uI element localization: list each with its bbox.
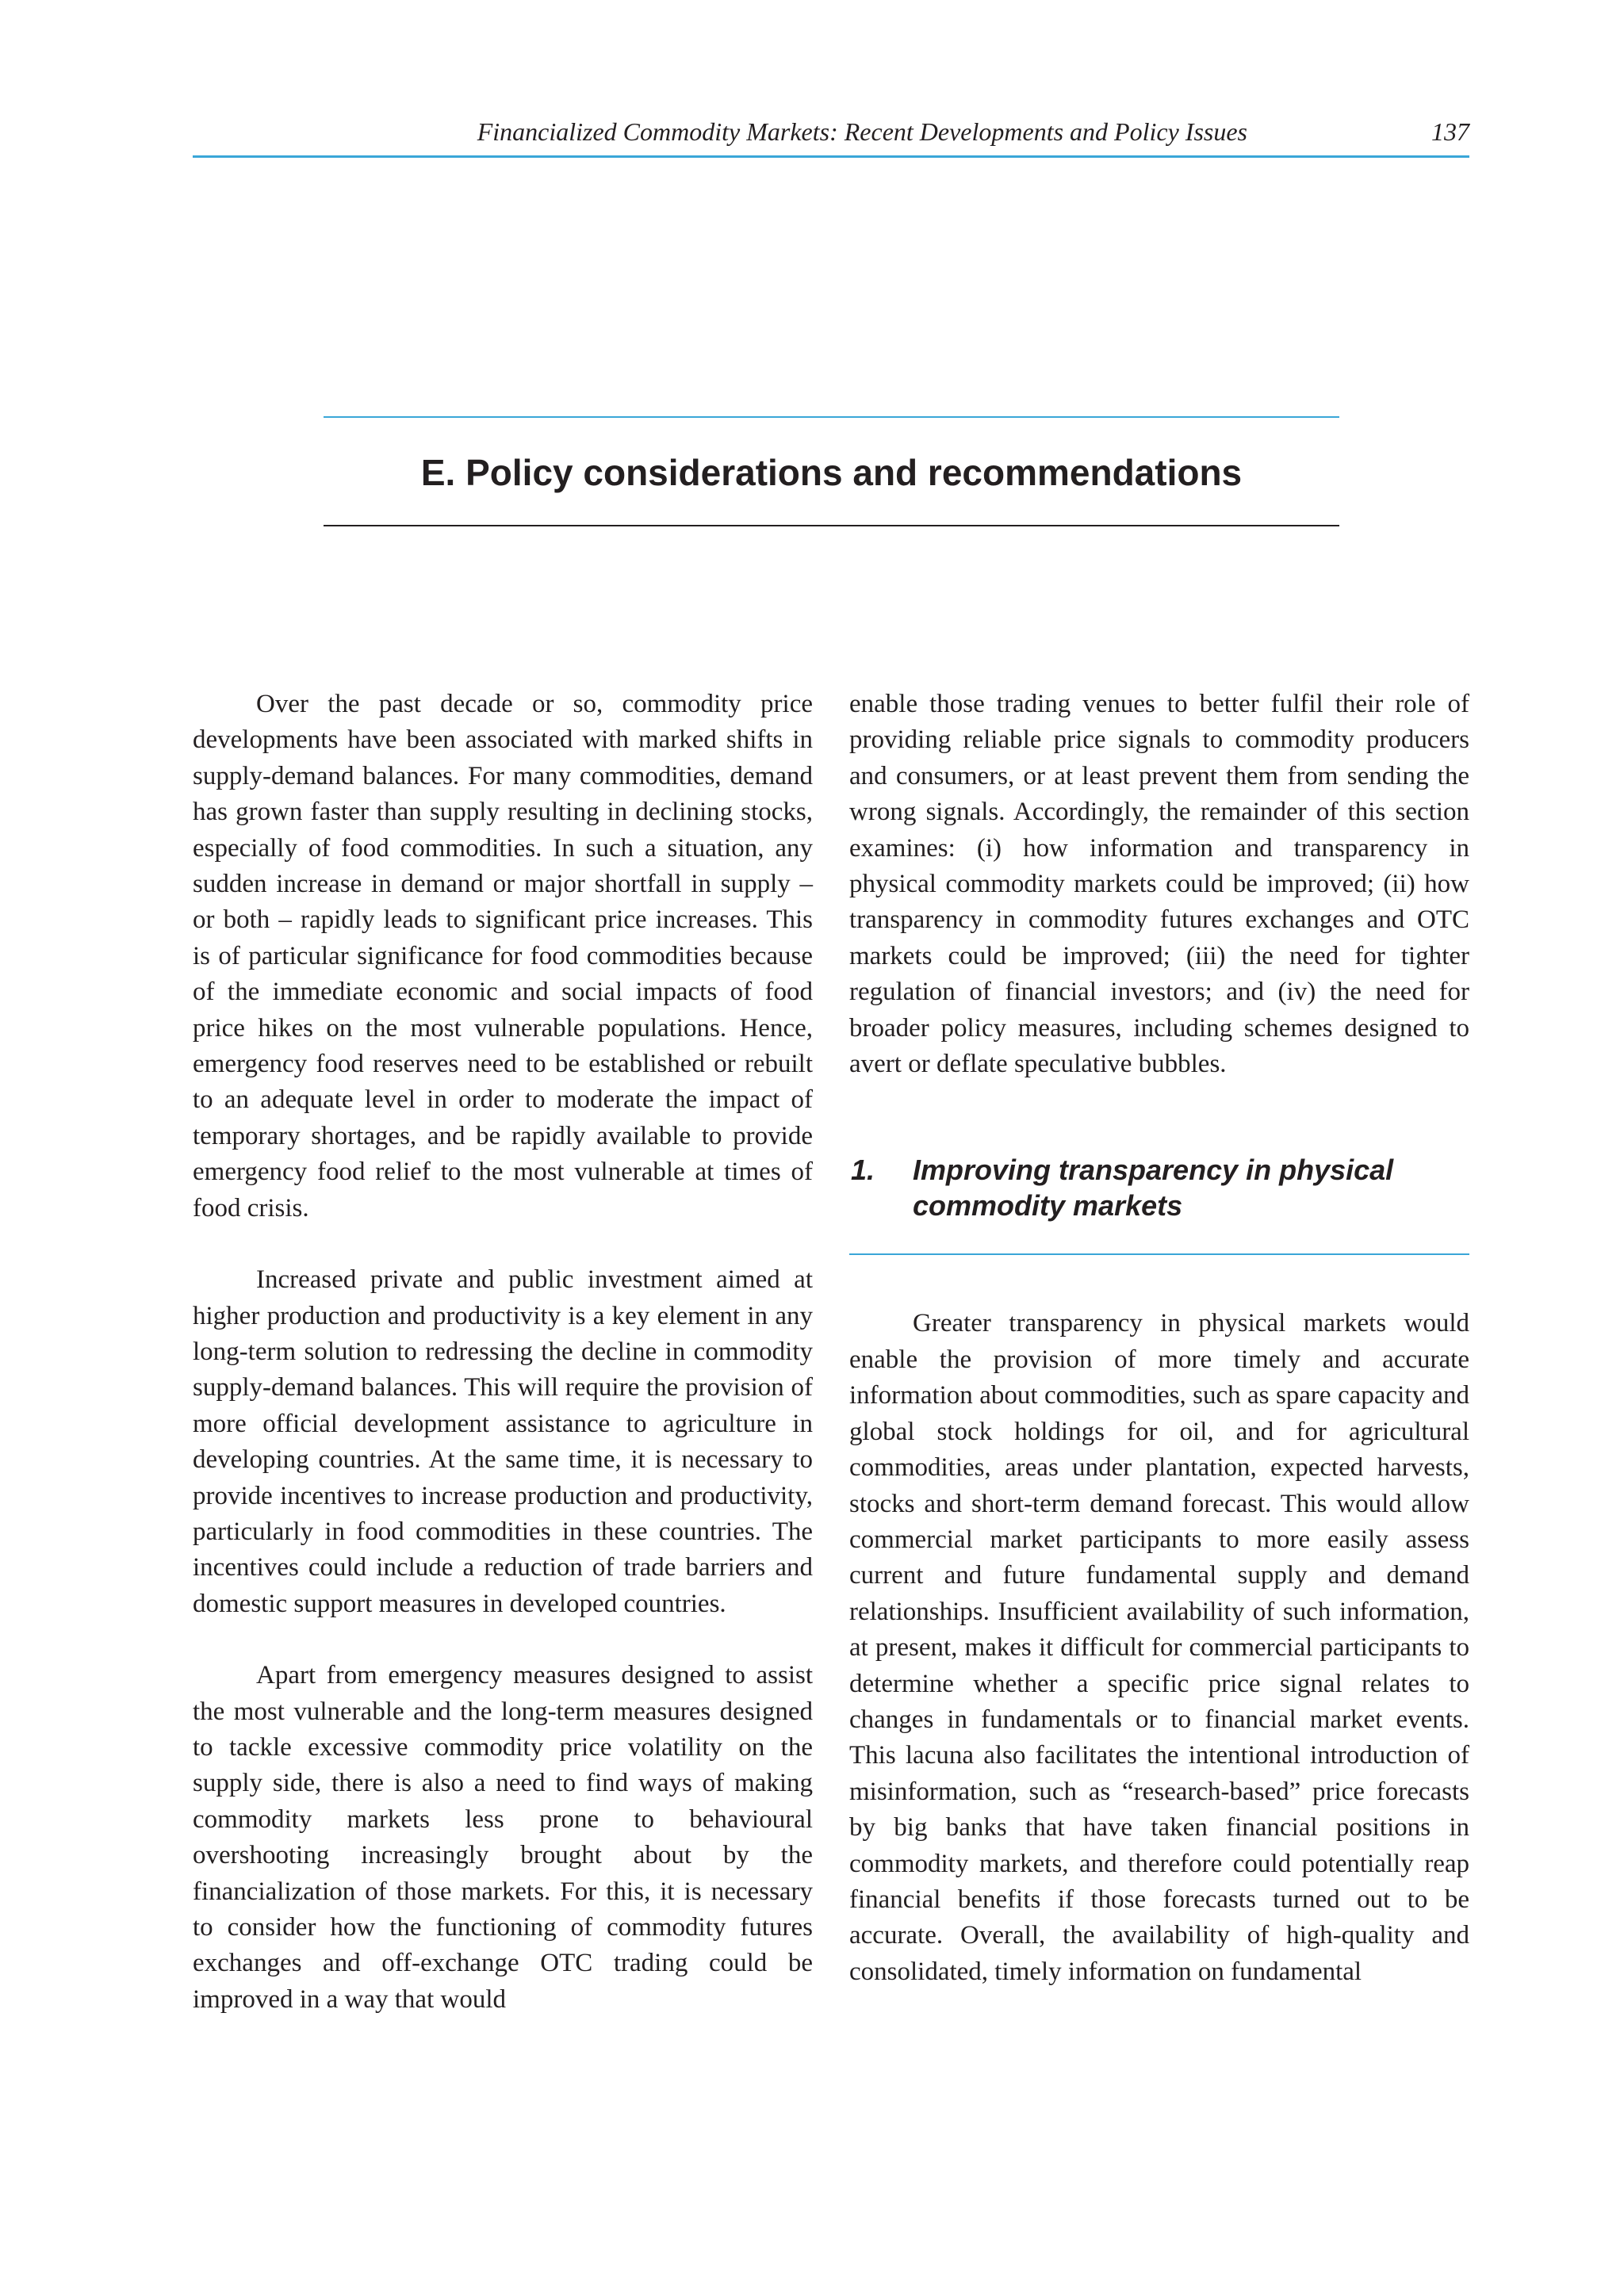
running-title: Financialized Commodity Markets: Recent Developments and Policy Issues — [477, 117, 1247, 146]
page-number: 137 — [1431, 117, 1469, 146]
right-column — [849, 687, 1469, 1990]
subsection-title: Improving transparency in physical commodity markets — [913, 1154, 1394, 1223]
paragraph-financialization: Apart from emergency measures designed to assist the most vulnerable and the long-term measures designed to tackle excessive commodity price volatility on the supply side, there is also a need to find ways of making commodity markets less prone to behavioural overshooting increasingly brought about by the financialization of those markets. For this, it is necessary to consider how the functioning of commodity futures exchanges and off-exchange OTC trading could be improved in a way that would — [193, 1661, 813, 2014]
paragraph-investment: Increased private and public investment aimed at higher production and productivity is a key element in any long-term solution to redressing the decline in commodity supply-demand balances. This will require the provision of more official development assistance to agriculture in developing countries. At the same time, it is necessary to provide incentives to increase production and productivity, particularly in food commodities in these countries. The incentives could include a reduction of trade barriers and domestic support measures in developed countries. — [193, 1265, 813, 1618]
paragraph-transparency: Greater transparency in physical markets would enable the provision of more timely and accurate information about commodities, such as spare capacity and global stock holdings for oil, and for agricultural commodities, areas under plantation, expected harvests, stocks and short-term demand forecast. This would allow commercial market participants to more easily assess current and future fundamental supply and demand relationships. Insufficient availability of such information, at present, makes it difficult for commercial participants to determine whether a specific price signal relates to changes in fundamentals or to financial market events. This lacuna also facilitates the intentional introduction of misinformation, such as “research-based” price forecasts by big banks that have taken financial positions in commodity markets, and therefore could potentially reap financial benefits if those forecasts turned out to be accurate. Overall, the availability of high-quality and consolidated, timely information on fundamental — [849, 1309, 1469, 1986]
paragraph-continuation: enable those trading venues to better fulfil their role of providing reliable price signals to commodity producers and consumers, or at least prevent them from sending the wrong signals. Accordingly, the remainder of this section examines: (i) how information and transparency in physical commodity markets could be improved; (ii) how transparency in commodity futures exchanges and OTC markets could be improved; (iii) the need for tighter regulation of financial investors; and (iv) the need for broader policy measures, including schemes designed to avert or deflate speculative bubbles. — [849, 690, 1469, 1079]
subsection-number: 1. — [851, 1154, 875, 1187]
subsection-heading — [849, 1152, 1469, 1223]
left-column — [193, 687, 813, 2018]
running-header — [193, 111, 1469, 158]
paragraph-food-reserves: Over the past decade or so, commodity price developments have been associated with marked shifts in supply-demand balances. For many commodities, demand has grown faster than supply resulting in declining stocks, especially of food commodities. In such a situation, any sudden increase in demand or major shortfall in supply – or both – rapidly leads to significant price increases. This is of particular significance for food commodities because of the immediate economic and social impacts of food price hikes on the most vulnerable populations. Hence, emergency food reserves need to be established or rebuilt to an adequate level in order to moderate the impact of temporary shortages, and be rapidly available to provide emergency food relief to the most vulnerable at times of food crisis. — [193, 690, 813, 1223]
section-rule-bottom — [324, 525, 1339, 526]
section-title: E. Policy considerations and recommendations — [420, 452, 1243, 493]
section-rule-top — [324, 416, 1339, 418]
